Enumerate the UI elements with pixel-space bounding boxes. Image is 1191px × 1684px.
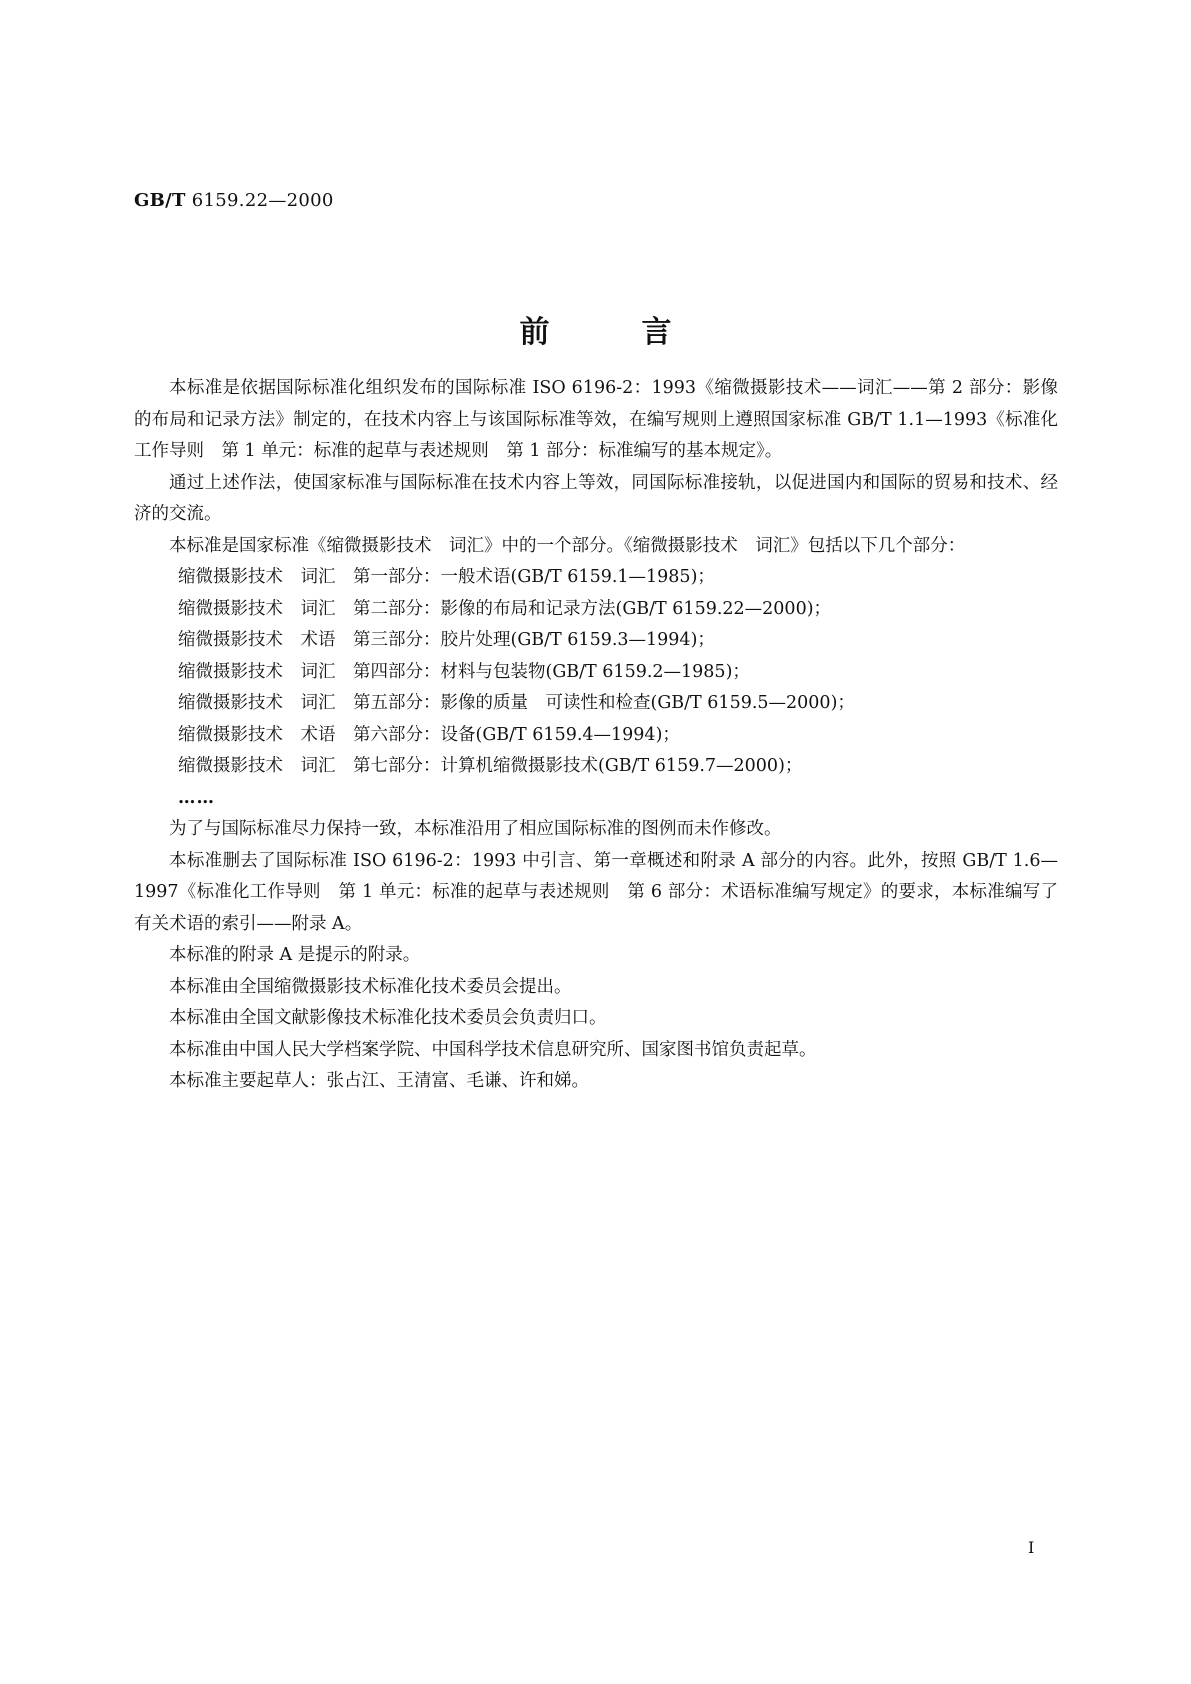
- paragraph-series-intro: 本标准是国家标准《缩微摄影技术 词汇》中的一个部分。《缩微摄影技术 词汇》包括以下几个部分：: [169, 535, 966, 556]
- list-item: 缩微摄影技术 术语 第三部分：胶片处理(GB/T 6159.3—1994)；: [178, 630, 715, 650]
- paragraph-drafted-by: 本标准由中国人民大学档案学院、中国科学技术信息研究所、国家图书馆负责起草。: [169, 1039, 817, 1060]
- foreword-body: [134, 373, 1058, 1098]
- parts-list: [134, 562, 1058, 814]
- list-item: 缩微摄影技术 词汇 第四部分：材料与包装物(GB/T 6159.2—1985)；: [178, 661, 750, 682]
- list-item: 缩微摄影技术 词汇 第一部分：一般术语(GB/T 6159.1—1985)；: [178, 567, 715, 587]
- list-ellipsis: ……: [178, 787, 215, 808]
- page-title: 前言: [519, 315, 764, 350]
- paragraph-drafters: 本标准主要起草人：张占江、王清富、毛谦、许和娣。: [169, 1071, 589, 1091]
- paragraph-deletions: 本标准删去了国际标准 ISO 6196-2：1993 中引言、第一章概述和附录 A 部分的内容。此外，按照 GB/T 1.6—1997《标准化工作导则 第 1 单元：标准的起草与表述规则 第 6 部分：术语标准编写规定》的要求，本标准编写了有关术语的索引——附录 A。: [134, 850, 1058, 934]
- standard-code: 6159.22—2000: [191, 190, 334, 211]
- paragraph-proposed-by: 本标准由全国缩微摄影技术标准化技术委员会提出。: [169, 976, 572, 997]
- list-item: 缩微摄影技术 词汇 第二部分：影像的布局和记录方法(GB/T 6159.22—2000)；: [178, 598, 832, 619]
- standard-prefix: GB/T: [134, 190, 186, 211]
- paragraph-legend: 为了与国际标准尽力保持一致，本标准沿用了相应国际标准的图例而未作修改。: [169, 819, 782, 839]
- paragraph-annex: 本标准的附录 A 是提示的附录。: [169, 945, 421, 965]
- page-number: I: [1028, 1538, 1035, 1557]
- list-item: 缩微摄影技术 词汇 第七部分：计算机缩微摄影技术(GB/T 6159.7—2000)；: [178, 756, 803, 776]
- paragraph-purpose: 通过上述作法，使国家标准与国际标准在技术内容上等效，同国际标准接轨，以促进国内和国际的贸易和技术、经济的交流。: [134, 472, 1058, 524]
- standard-number: [134, 190, 334, 211]
- paragraph-basis: 本标准是依据国际标准化组织发布的国际标准 ISO 6196-2：1993《缩微摄影技术——词汇——第 2 部分：影像的布局和记录方法》制定的，在技术内容上与该国际标准等效，在编写规则上遵照国家标准 GB/T 1.1—1993《标准化工作导则 第 1 单元：标准的起草与表述规则 第 1 部分：标准编写的基本规定》。: [134, 378, 1058, 461]
- list-item: 缩微摄影技术 词汇 第五部分：影像的质量 可读性和检查(GB/T 6159.5—2000)；: [178, 693, 855, 713]
- paragraph-responsible: 本标准由全国文献影像技术标准化技术委员会负责归口。: [169, 1008, 607, 1028]
- list-item: 缩微摄影技术 术语 第六部分：设备(GB/T 6159.4—1994)；: [178, 724, 680, 745]
